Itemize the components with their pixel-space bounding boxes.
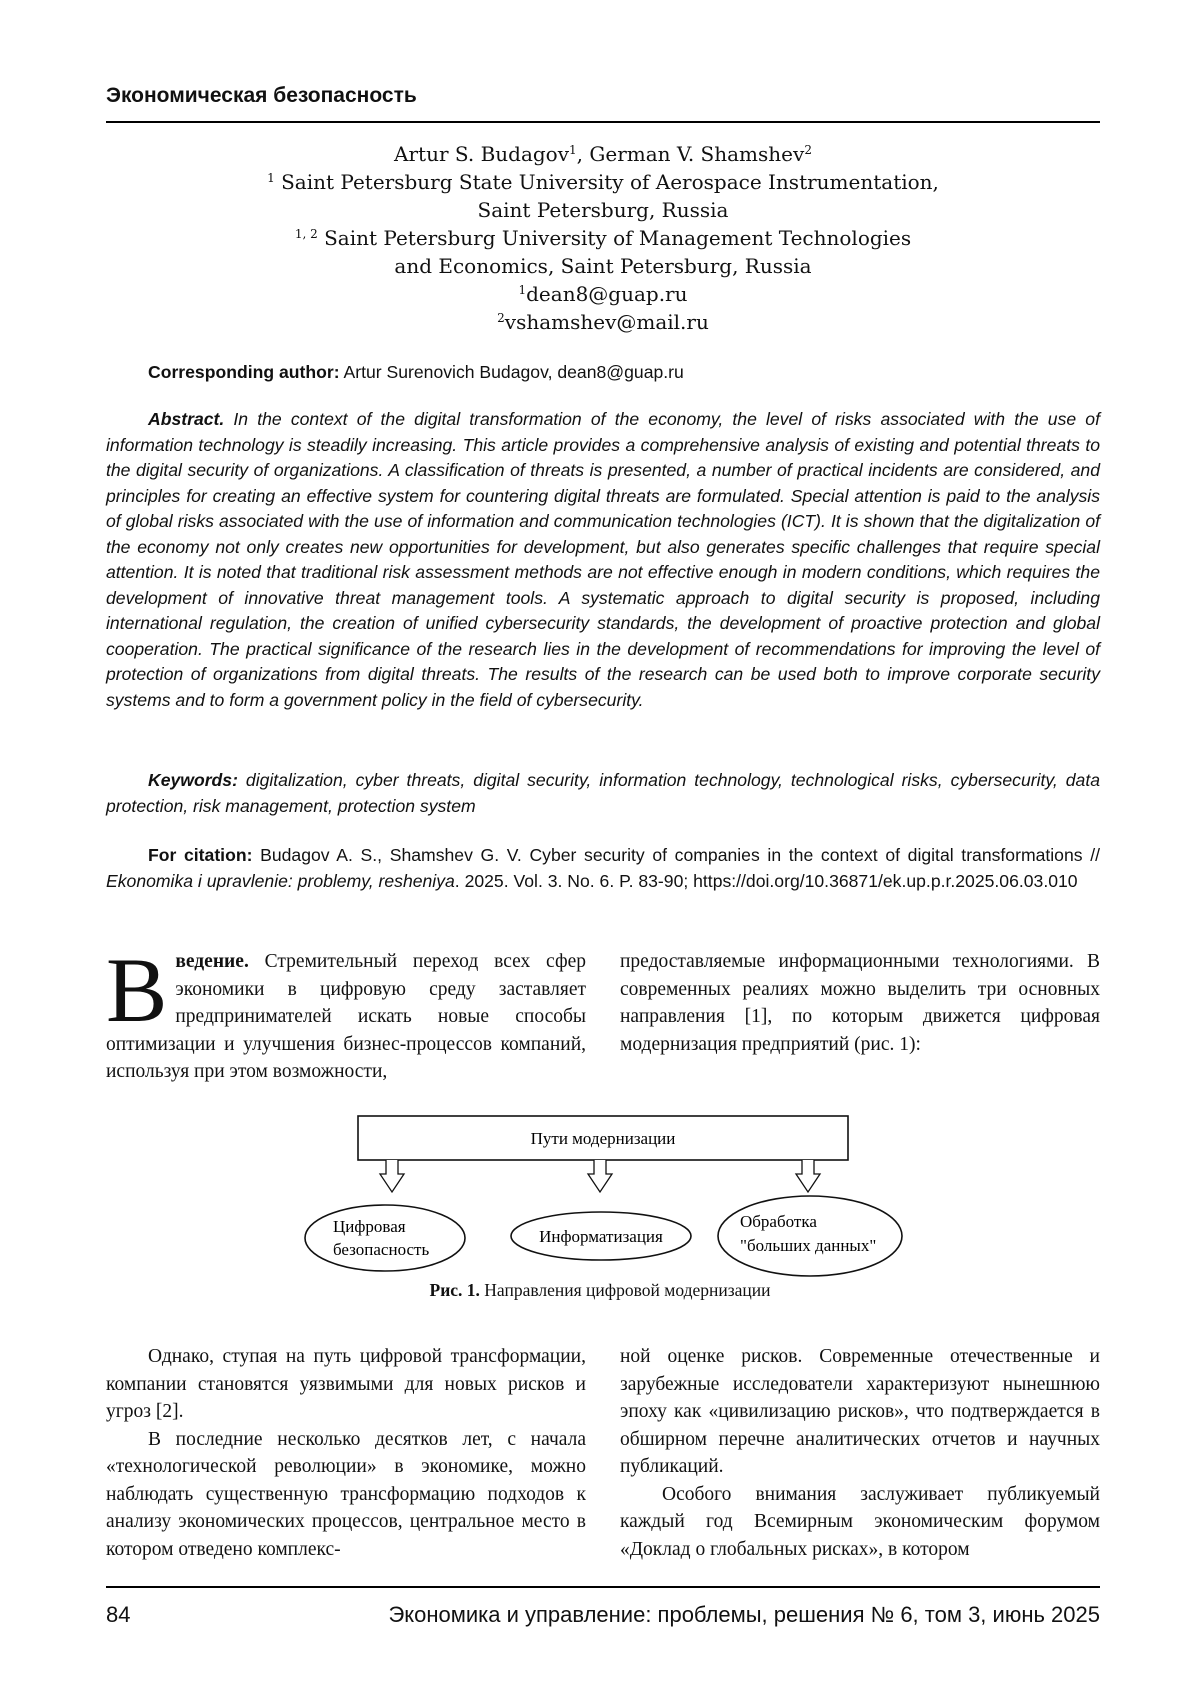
diagram-node-digital-security (305, 1205, 465, 1271)
author-block (106, 140, 1100, 336)
intro-lead: ведение. (175, 951, 249, 972)
diagram-node-big-data-line2: "больших данных" (740, 1236, 877, 1255)
figure-caption: Рис. 1. Направления цифровой модернизации (429, 1280, 771, 1300)
drop-cap: В (106, 939, 168, 1041)
email-1[interactable]: $^1$dean8@guap.ru (518, 282, 688, 306)
header-rule (106, 121, 1100, 123)
diagram-node-big-data-line1: Обработка (740, 1212, 817, 1231)
diagram-node-digital-security-line1: Цифровая (333, 1217, 406, 1236)
body-paragraph: Однако, ступая на путь цифровой трансформации, компании становятся уязвимыми для новых рисков и угроз [2]. (106, 1346, 586, 1422)
diagram-node-digital-security-line2: безопасность (333, 1240, 430, 1259)
affiliation-1: $^1$ Saint Petersburg State University of Aerospace Instrumentation, (267, 170, 939, 194)
section-header: Экономическая безопасность (106, 84, 417, 107)
diagram-arrow-3 (796, 1160, 820, 1192)
citation: For citation: Budagov A. S., Shamshev G. V. Cyber security of companies in the context of digital transformations // Ekonomika i upravlenie: problemy, resheniya. 2025. Vol. 3. No. 6. P. 83-90; https://doi.org/10.36871/ek.up.p.r.2025.06.03.010 (106, 845, 1100, 891)
diagram-arrow-2 (588, 1160, 612, 1192)
author-names: Artur S. Budagov$^1$, German V. Shamshev$^2$ (394, 142, 812, 166)
affiliation-2: $^{1, 2}$ Saint Petersburg University of Management Technologies (294, 226, 912, 250)
affiliation-1-city: Saint Petersburg, Russia (477, 198, 729, 222)
body-right-column (620, 1343, 1100, 1563)
corresponding-author: Corresponding author: Artur Surenovich Budagov, dean8@guap.ru (148, 362, 684, 382)
body-paragraph: ной оценке рисков. Современные отечественные и зарубежные исследователи характеризуют нынешнюю эпоху как «цивилизацию рисков», что подтверждается в обширном перечне аналитических отчетов и научных публикаций. (620, 1346, 1100, 1477)
diagram-arrow-1 (380, 1160, 404, 1192)
abstract: Abstract. In the context of the digital transformation of the economy, the level of risks associated with the use of information technology is steadily increasing. This article provides a comprehensive analysis of existing and potential threats to the digital security of organizations. A classification of threats is presented, a number of practical incidents are considered, and principles for creating an effective system for countering digital threats are formulated. Special attention is paid to the analysis of global risks associated with the use of information and communication technologies (ICT). It is shown that the digitalization of the economy not only creates new opportunities for development, but also generates specific challenges that require special attention. It is noted that traditional risk assessment methods are not effective enough in modern conditions, which requires the development of innovative threat management tools. A systematic approach to digital security is proposed, including international regulation, the creation of unified cybersecurity standards, the development of proactive protection and global cooperation. The practical significance of the research lies in the development of recommendations for improving the level of protection of organizations from digital threats. The results of the research can be used both to improve corporate security systems and to form a government policy in the field of cybersecurity. (106, 409, 1100, 710)
diagram-node-informatization-label: Информатизация (539, 1227, 663, 1246)
body-paragraph: В последние несколько десятков лет, с начала «технологической революции» в экономике, можно наблюдать существенную трансформацию подходов к анализу экономических процессов, центральное место в котором отведено комплекс- (106, 1428, 586, 1560)
intro-text-right: предоставляемые информационными технологиями. В современных реалиях можно выделить три основных направления [1], по которым движется цифровая модернизация предприятий (рис. 1): (620, 951, 1100, 1055)
diagram-top-box-label: Пути модернизации (530, 1129, 676, 1148)
intro-left-column (106, 939, 586, 1086)
journal-footer: Экономика и управление: проблемы, решения № 6, том 3, июнь 2025 (388, 1602, 1100, 1627)
page-number: 84 (106, 1602, 131, 1627)
footer-rule (106, 1586, 1100, 1588)
body-left-column (106, 1343, 586, 1563)
body-paragraph: Особого внимания заслуживает публикуемый каждый год Всемирным экономическим форумом «Доклад о глобальных рисках», в котором (620, 1483, 1100, 1560)
affiliation-2-city: and Economics, Saint Petersburg, Russia (394, 254, 812, 278)
intro-right-column (620, 948, 1100, 1058)
keywords: Keywords: digitalization, cyber threats, digital security, information technology, technological risks, cybersecurity, data protection, risk management, protection system (106, 770, 1100, 816)
intro-text-left: Стремительный переход всех сфер экономики в цифровую среду заставляет предпринимателей искать новые способы оптимизации и улучшения бизнес-процессов компаний, используя при этом возможности, (106, 951, 586, 1082)
email-2[interactable]: $^2$vshamshev@mail.ru (497, 310, 709, 334)
